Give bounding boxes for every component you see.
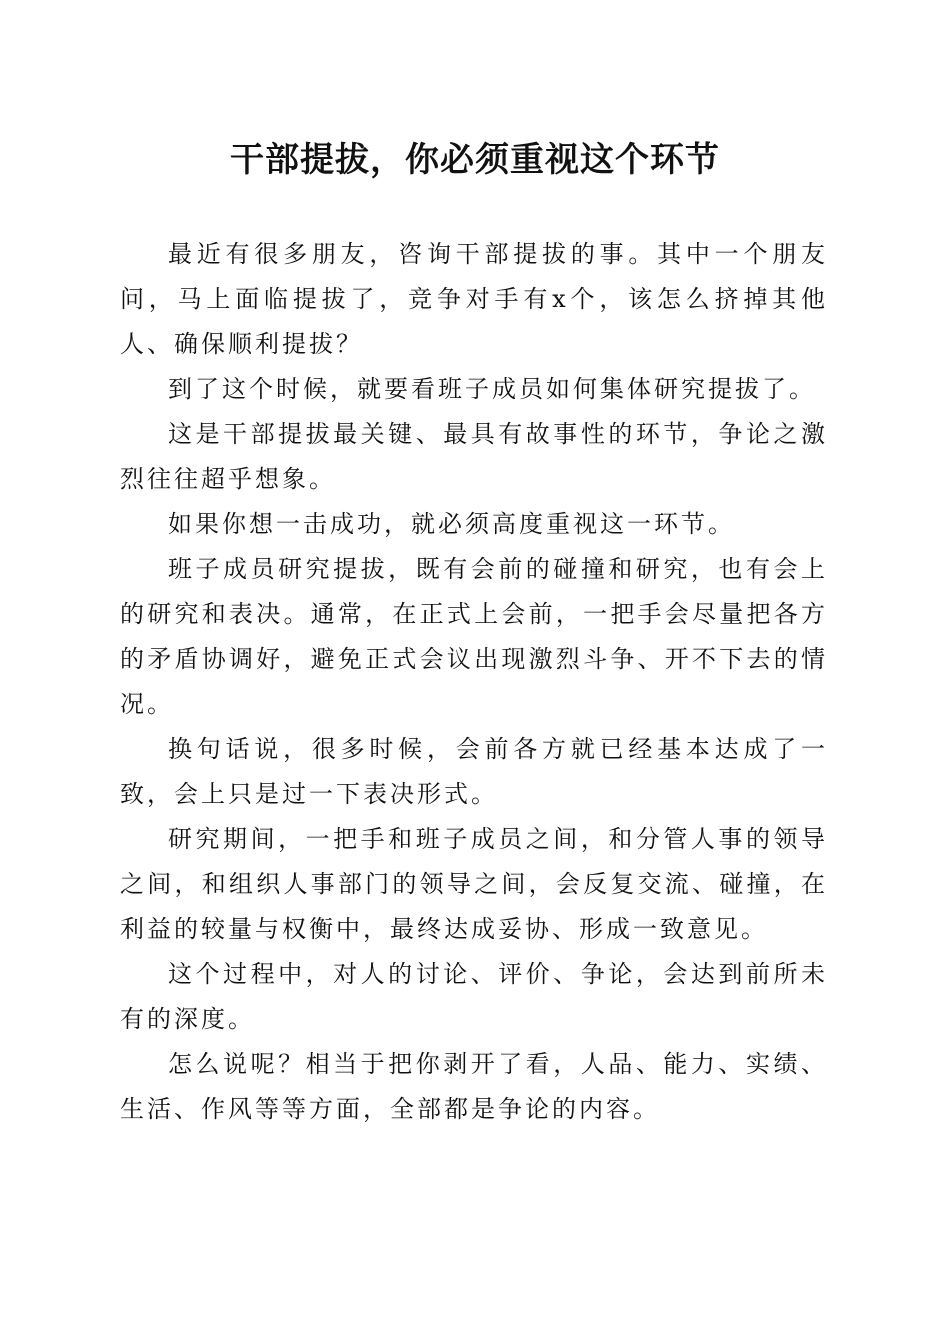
paragraph: 到了这个时候，就要看班子成员如何集体研究提拔了。 bbox=[168, 375, 816, 403]
paragraph: 研究期间，一把手和班子成员之间，和分管人事的领导之间，和组织人事部门的领导之间，会反复交流、碰撞，在利益的较量与权衡中，最终达成妥协、形成一致意见。 bbox=[120, 825, 828, 943]
paragraph: 这个过程中，对人的讨论、评价、争论，会达到前所未有的深度。 bbox=[120, 960, 828, 1033]
paragraph: 这是干部提拔最关键、最具有故事性的环节，争论之激烈往往超乎想象。 bbox=[120, 420, 828, 493]
paragraph: 怎么说呢？相当于把你剥开了看，人品、能力、实绩、生活、作风等等方面，全部都是争论的内容。 bbox=[120, 1050, 828, 1123]
paragraph: 班子成员研究提拔，既有会前的碰撞和研究，也有会上的研究和表决。通常，在正式上会前，一把手会尽量把各方的矛盾协调好，避免正式会议出现激烈斗争、开不下去的情况。 bbox=[120, 555, 828, 718]
paragraph: 换句话说，很多时候，会前各方就已经基本达成了一致，会上只是过一下表决形式。 bbox=[120, 735, 828, 808]
paragraph: 如果你想一击成功，就必须高度重视这一环节。 bbox=[168, 510, 735, 538]
document-title: 干部提拔，你必须重视这个环节 bbox=[230, 140, 720, 180]
document-body bbox=[120, 232, 828, 1132]
paragraph: 最近有很多朋友，咨询干部提拔的事。其中一个朋友问，马上面临提拔了，竞争对手有x个，该怎么挤掉其他人、确保顺利提拔？ bbox=[120, 240, 828, 358]
